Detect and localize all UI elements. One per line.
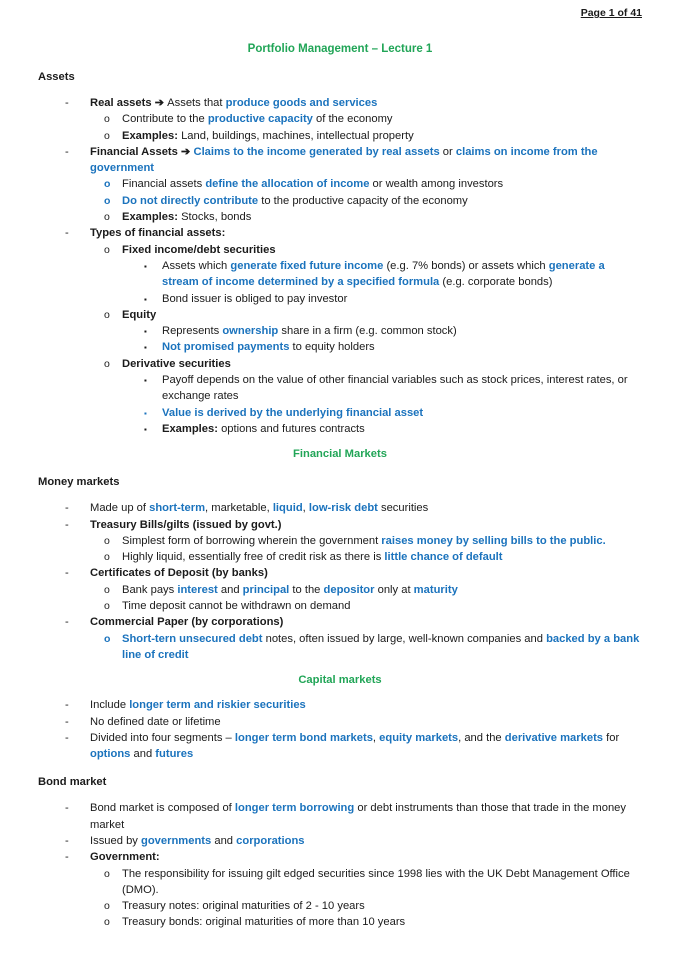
text-run: Examples: xyxy=(122,211,178,224)
bullet-line xyxy=(38,533,642,549)
highlight-text: futures xyxy=(155,748,194,761)
text-run: Bond issuer is obliged to pay investor xyxy=(162,292,348,305)
center-heading: Capital markets xyxy=(298,674,382,687)
text-run: Types of financial assets: xyxy=(90,227,226,240)
text-run: and xyxy=(211,834,237,847)
text-run: Highly liquid, essentially free of credit risk as there is xyxy=(122,551,385,564)
text-run: Divided into four segments – xyxy=(90,731,235,744)
text-run: Land, buildings, machines, intellectual property xyxy=(177,129,414,142)
bullet-line xyxy=(38,849,642,865)
bullet-marker-icon: o xyxy=(104,357,110,370)
highlight-text: longer term and riskier securities xyxy=(129,699,306,712)
bullet-line xyxy=(38,582,642,598)
bullet-marker-icon: o xyxy=(104,551,110,564)
text-run: Assets that xyxy=(167,97,226,109)
text-run: Bond market is composed of xyxy=(90,802,235,815)
highlight-text: produce goods and services xyxy=(225,97,378,109)
bullet-marker-icon: ▪ xyxy=(144,327,147,337)
bullet-line xyxy=(38,95,642,111)
text-run: to the xyxy=(289,583,324,596)
bullet-line xyxy=(38,111,642,127)
text-run: or xyxy=(439,145,456,158)
bullet-marker-icon: ▪ xyxy=(144,343,147,353)
text-run: Issued by xyxy=(90,834,141,847)
bullet-marker-icon: ▪ xyxy=(144,294,147,304)
bullet-line xyxy=(38,323,642,339)
bullet-marker-icon: ▪ xyxy=(144,261,147,271)
bullet-marker-icon: o xyxy=(104,211,110,224)
highlight-text: claims on income from the government xyxy=(90,145,598,175)
highlight-text: Value is derived by the underlying financial asset xyxy=(162,406,424,419)
bullet-line xyxy=(38,339,642,355)
bullet-marker-icon: o xyxy=(104,867,110,880)
highlight-text: depositor xyxy=(323,583,375,596)
bullet-marker-icon: - xyxy=(65,731,69,744)
highlight-text: Claims to the income generated by real assets xyxy=(193,145,440,158)
highlight-text: productive capacity xyxy=(207,113,313,126)
highlight-text: short-term xyxy=(149,502,206,515)
text-run: , and the xyxy=(458,731,505,744)
bullet-marker-icon: - xyxy=(65,851,69,864)
bullet-line xyxy=(38,598,642,614)
bullet-line xyxy=(38,730,642,763)
text-run: ➔ xyxy=(181,145,194,158)
bullet-marker-icon: o xyxy=(104,194,111,207)
text-run: Financial Assets xyxy=(90,145,181,158)
text-run: Equity xyxy=(122,308,157,321)
text-run: only at xyxy=(374,583,414,596)
highlight-text: define the allocation of income xyxy=(205,178,370,191)
text-run: Bank pays xyxy=(122,583,178,596)
text-run: Stocks, bonds xyxy=(177,211,252,224)
bullet-line xyxy=(38,565,642,581)
text-run: Payoff depends on the value of other financial variables such as stock prices, interest rates, or exchange rates xyxy=(162,374,628,403)
text-run: or wealth among investors xyxy=(369,178,504,191)
bullet-line xyxy=(38,193,642,209)
bullet-line xyxy=(38,549,642,565)
text-run: or debt instruments than those that trade in the money market xyxy=(90,802,627,831)
bullet-line xyxy=(38,898,642,914)
document-title: Portfolio Management – Lecture 1 xyxy=(247,43,433,55)
highlight-text: backed by a bank line of credit xyxy=(122,632,640,661)
bullet-line xyxy=(38,307,642,323)
highlight-text: low-risk debt xyxy=(308,502,378,515)
bullet-marker-icon: o xyxy=(104,129,110,142)
highlight-text: options xyxy=(90,748,131,761)
highlight-text: maturity xyxy=(413,583,458,596)
highlight-text: generate a stream of income determined by a specified formula xyxy=(162,259,605,289)
document-body xyxy=(38,69,642,931)
bullet-marker-icon: o xyxy=(104,583,110,596)
bullet-marker-icon: o xyxy=(104,113,110,126)
bullet-marker-icon: - xyxy=(65,699,69,712)
bullet-line xyxy=(38,714,642,730)
text-run: Represents xyxy=(162,325,223,338)
text-run: Fixed income/debt securities xyxy=(122,243,276,256)
text-run: (e.g. corporate bonds) xyxy=(439,276,553,289)
highlight-text: longer term borrowing xyxy=(234,802,355,815)
text-run: Treasury bonds: original maturities of more than 10 years xyxy=(122,916,406,929)
bullet-marker-icon: o xyxy=(104,632,111,645)
highlight-text: Not promised payments xyxy=(162,341,290,354)
text-run: Contribute to the xyxy=(122,113,208,126)
bullet-line xyxy=(38,500,642,516)
highlight-text: equity markets xyxy=(379,731,459,744)
text-run: Treasury Bills/gilts (issued by govt.) xyxy=(90,518,282,531)
bullet-line xyxy=(38,405,642,421)
text-run: No defined date or lifetime xyxy=(90,715,221,728)
text-run: Simplest form of borrowing wherein the government xyxy=(122,534,382,547)
bullet-marker-icon: - xyxy=(65,834,69,847)
bullet-marker-icon: ▪ xyxy=(144,424,147,434)
bullet-line xyxy=(38,176,642,192)
text-run: Treasury notes: original maturities of 2 - 10 years xyxy=(122,900,365,913)
bullet-marker-icon: - xyxy=(65,145,69,158)
highlight-text: derivative markets xyxy=(504,731,604,744)
bullet-marker-icon: - xyxy=(65,502,69,515)
text-run: , marketable, xyxy=(205,502,273,515)
text-run: Assets which xyxy=(162,259,231,272)
bullet-line xyxy=(38,128,642,144)
highlight-text: principal xyxy=(242,583,290,596)
bullet-marker-icon: - xyxy=(65,97,69,109)
text-run: for xyxy=(603,731,620,744)
bullet-line xyxy=(38,144,642,177)
highlight-text: little chance of default xyxy=(384,551,503,564)
bullet-line xyxy=(38,614,642,630)
highlight-text: liquid xyxy=(272,502,303,515)
text-run: Derivative securities xyxy=(122,357,231,370)
highlight-text: raises money by selling bills to the public. xyxy=(381,534,606,547)
text-run: to equity holders xyxy=(289,341,375,354)
highlight-text: Do not directly contribute xyxy=(122,194,259,207)
text-run: , xyxy=(302,502,309,515)
bullet-line xyxy=(38,697,642,713)
highlight-text: Short-tern unsecured debt xyxy=(122,632,263,645)
text-run: Examples: xyxy=(162,422,218,435)
highlight-text: generate fixed future income xyxy=(230,259,384,272)
text-run: Time deposit cannot be withdrawn on demand xyxy=(122,600,351,613)
bullet-marker-icon: o xyxy=(104,916,110,929)
text-run: and xyxy=(217,583,243,596)
text-run: Real assets xyxy=(90,97,155,109)
bullet-line xyxy=(38,421,642,437)
bullet-line xyxy=(38,372,642,405)
bullet-line xyxy=(38,866,642,899)
text-run: Include xyxy=(90,699,130,712)
bullet-marker-icon: o xyxy=(104,600,110,613)
highlight-text: governments xyxy=(141,834,212,847)
section-heading: Money markets xyxy=(38,476,120,489)
text-run: Examples: xyxy=(122,129,178,142)
bullet-line xyxy=(38,356,642,372)
bullet-line xyxy=(38,631,642,664)
bullet-line xyxy=(38,914,642,930)
bullet-line xyxy=(38,291,642,307)
bullet-marker-icon: o xyxy=(104,308,110,321)
text-run: of the economy xyxy=(312,113,393,126)
bullet-marker-icon: - xyxy=(65,518,69,531)
highlight-text: ownership xyxy=(222,325,279,338)
text-run: to the productive capacity of the economy xyxy=(258,194,468,207)
bullet-marker-icon: ▪ xyxy=(144,408,147,418)
text-run: Certificates of Deposit (by banks) xyxy=(90,567,268,580)
highlight-text: corporations xyxy=(236,834,305,847)
text-run: and xyxy=(130,748,156,761)
text-run: share in a firm (e.g. common stock) xyxy=(278,325,457,338)
center-heading: Financial Markets xyxy=(293,448,387,461)
text-run: ➔ xyxy=(154,97,168,109)
text-run: Financial assets xyxy=(122,178,206,191)
bullet-marker-icon: - xyxy=(65,567,69,580)
bullet-marker-icon: - xyxy=(65,616,69,629)
text-run: securities xyxy=(377,502,429,515)
bullet-marker-icon: o xyxy=(104,243,110,256)
bullet-marker-icon: o xyxy=(104,900,110,913)
bullet-marker-icon: o xyxy=(104,178,111,191)
section-heading: Bond market xyxy=(38,776,107,789)
bullet-line xyxy=(38,517,642,533)
bullet-line xyxy=(38,833,642,849)
section-heading: Assets xyxy=(38,71,75,83)
bullet-line xyxy=(38,258,642,291)
page-number: Page 1 of 41 xyxy=(580,7,642,19)
text-run: The responsibility for issuing gilt edged securities since 1998 lies with the UK Debt Management Office (DMO). xyxy=(122,867,630,896)
highlight-text: longer term bond markets xyxy=(234,731,373,744)
text-run: Government: xyxy=(90,851,160,864)
highlight-text: interest xyxy=(177,583,218,596)
text-run: Made up of xyxy=(90,502,150,515)
bullet-marker-icon: - xyxy=(65,227,69,240)
bullet-line xyxy=(38,800,642,833)
bullet-marker-icon: - xyxy=(65,715,69,728)
bullet-marker-icon: o xyxy=(104,534,110,547)
bullet-line xyxy=(38,225,642,241)
text-run: notes, often issued by large, well-known companies and xyxy=(262,632,547,645)
text-run: options and futures contracts xyxy=(217,422,365,435)
bullet-marker-icon: - xyxy=(65,802,69,815)
text-run: , xyxy=(372,731,380,744)
text-run: Commercial Paper (by corporations) xyxy=(90,616,284,629)
bullet-line xyxy=(38,209,642,225)
bullet-marker-icon: ▪ xyxy=(144,376,147,386)
bullet-line xyxy=(38,242,642,258)
text-run: (e.g. 7% bonds) or assets which xyxy=(383,259,549,272)
